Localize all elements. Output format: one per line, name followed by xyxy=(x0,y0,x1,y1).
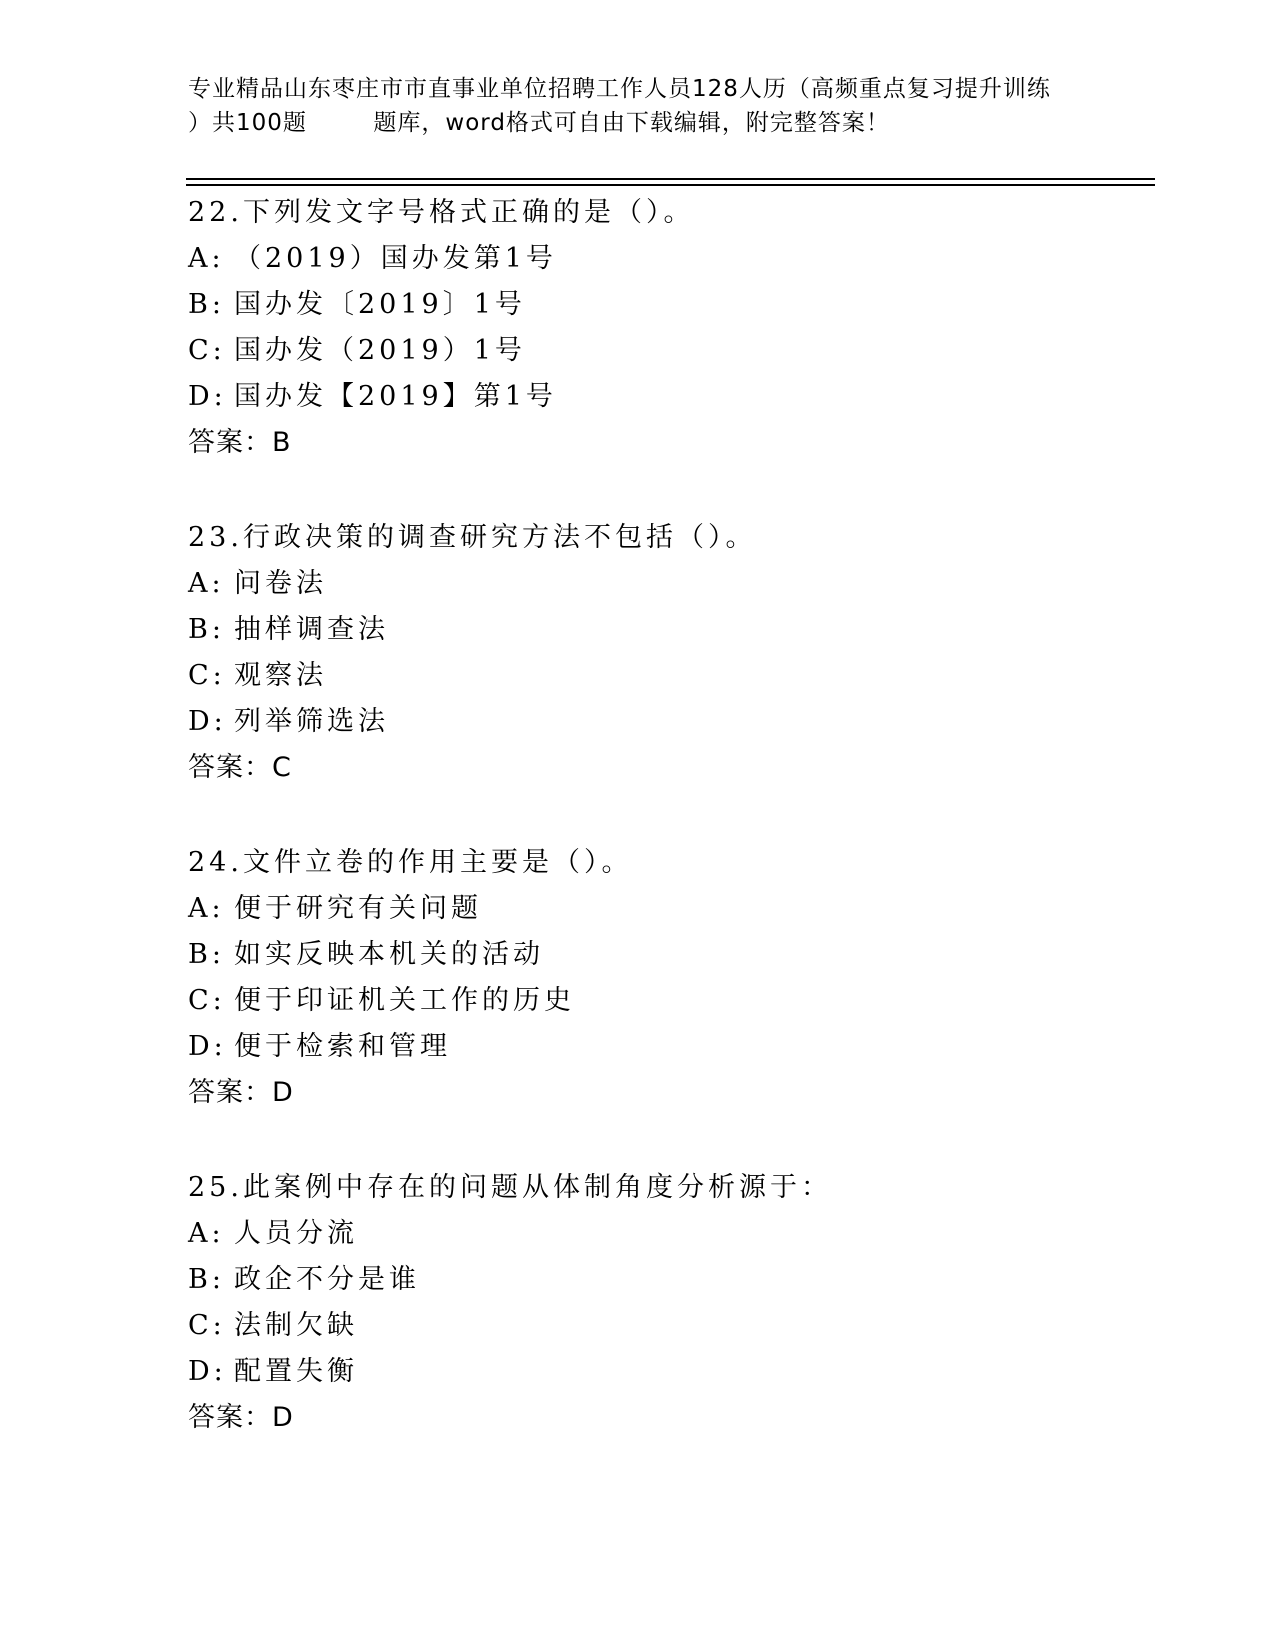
option-a xyxy=(188,236,1148,282)
option-d xyxy=(188,1349,1148,1395)
option-c xyxy=(188,1303,1148,1349)
option-letter: B: xyxy=(188,1264,225,1295)
option-text: 法制欠缺 xyxy=(234,1310,358,1341)
option-letter: D: xyxy=(188,1356,227,1387)
header-line-1: 专业精品山东枣庄市市直事业单位招聘工作人员128人历（高频重点复习提升训练 xyxy=(188,76,1051,102)
option-letter: A: xyxy=(188,243,225,274)
question-stem: 25.此案例中存在的问题从体制角度分析源于： xyxy=(188,1172,832,1203)
option-letter: A: xyxy=(188,568,225,599)
option-b xyxy=(188,1257,1148,1303)
option-text: 便于印证机关工作的历史 xyxy=(234,985,575,1016)
question-stem: 22.下列发文字号格式正确的是（）。 xyxy=(188,197,695,228)
answer-line: 答案：B xyxy=(188,427,292,458)
option-d xyxy=(188,374,1148,420)
option-text: 国办发〔2019〕1号 xyxy=(234,289,526,320)
option-text: 观察法 xyxy=(234,660,327,691)
option-letter: C: xyxy=(188,985,226,1016)
option-a xyxy=(188,561,1148,607)
question-list xyxy=(188,190,1148,1490)
question-stem: 23.行政决策的调查研究方法不包括（）。 xyxy=(188,522,757,553)
option-text: 国办发（2019）1号 xyxy=(234,335,526,366)
option-c xyxy=(188,978,1148,1024)
option-text: 问卷法 xyxy=(234,568,327,599)
option-b xyxy=(188,607,1148,653)
question-24 xyxy=(188,840,1148,1116)
answer-line: 答案：C xyxy=(188,752,292,783)
question-22 xyxy=(188,190,1148,466)
option-text: 配置失衡 xyxy=(234,1356,358,1387)
option-text: 便于研究有关问题 xyxy=(234,893,482,924)
option-b xyxy=(188,932,1148,978)
option-text: 便于检索和管理 xyxy=(234,1031,451,1062)
question-25 xyxy=(188,1165,1148,1441)
option-letter: A: xyxy=(188,893,225,924)
option-a xyxy=(188,886,1148,932)
option-letter: B: xyxy=(188,939,225,970)
answer-line: 答案：D xyxy=(188,1077,294,1108)
document-header xyxy=(188,72,1088,140)
option-text: 如实反映本机关的活动 xyxy=(234,939,544,970)
option-letter: B: xyxy=(188,614,225,645)
option-c xyxy=(188,328,1148,374)
header-line-2: ）共100题 题库，word格式可自由下载编辑，附完整答案！ xyxy=(188,110,890,136)
option-text: 抽样调查法 xyxy=(234,614,389,645)
option-text: 国办发【2019】第1号 xyxy=(234,381,557,412)
option-letter: C: xyxy=(188,335,226,366)
option-c xyxy=(188,653,1148,699)
option-text: 政企不分是谁 xyxy=(234,1264,420,1295)
option-text: （2019）国办发第1号 xyxy=(234,243,557,274)
option-d xyxy=(188,699,1148,745)
option-b xyxy=(188,282,1148,328)
question-23 xyxy=(188,515,1148,791)
header-divider-bottom xyxy=(186,184,1155,186)
option-text: 列举筛选法 xyxy=(234,706,389,737)
option-d xyxy=(188,1024,1148,1070)
option-letter: C: xyxy=(188,660,226,691)
question-stem: 24.文件立卷的作用主要是（）。 xyxy=(188,847,633,878)
option-letter: D: xyxy=(188,706,227,737)
option-text: 人员分流 xyxy=(234,1218,358,1249)
header-divider-top xyxy=(186,178,1155,180)
option-letter: A: xyxy=(188,1218,225,1249)
option-a xyxy=(188,1211,1148,1257)
answer-line: 答案：D xyxy=(188,1402,294,1433)
option-letter: C: xyxy=(188,1310,226,1341)
option-letter: D: xyxy=(188,1031,227,1062)
option-letter: D: xyxy=(188,381,227,412)
option-letter: B: xyxy=(188,289,225,320)
